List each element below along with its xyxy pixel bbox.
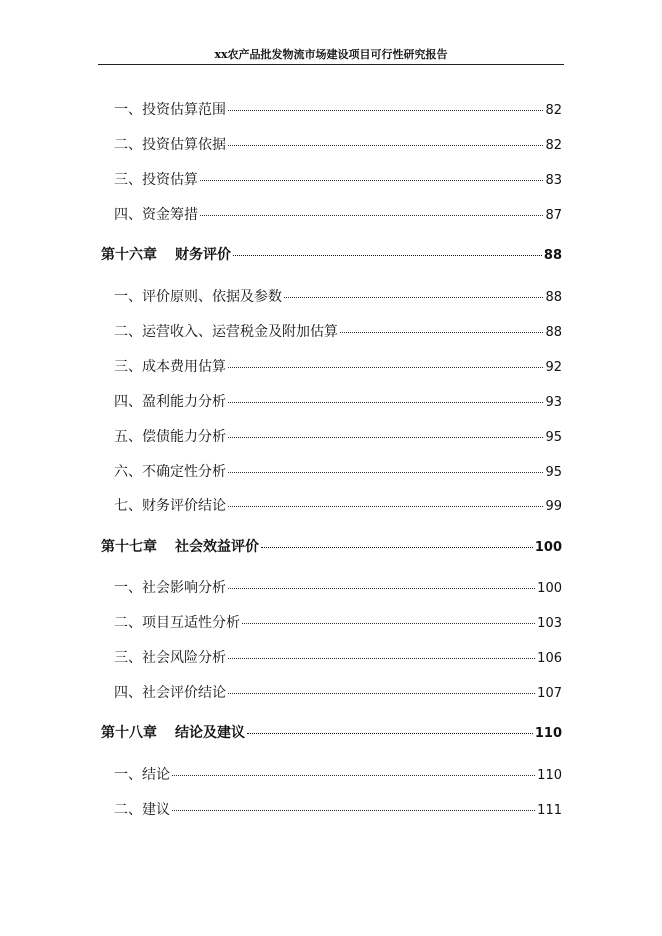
toc-entry-page: 99 [545, 499, 562, 514]
toc-entry-page: 88 [545, 290, 562, 305]
toc-section-entry[interactable] [114, 800, 562, 820]
toc-entry-number: 二、 [114, 615, 142, 631]
page-header: xx农产品批发物流市场建设项目可行性研究报告 [214, 48, 448, 61]
toc-entry-title: 评价原则、依据及参数 [142, 289, 282, 305]
toc-entry-number: 一、 [114, 102, 142, 118]
toc-entry-title: 社会影响分析 [142, 580, 226, 596]
toc-entry-page: 92 [545, 360, 562, 375]
toc-section-entry[interactable] [114, 322, 562, 342]
toc-chapter-entry[interactable] [101, 245, 562, 265]
toc-section-entry[interactable] [114, 392, 562, 412]
toc-chapter-entry[interactable] [101, 537, 562, 557]
toc-entry-number: 第十八章 [101, 725, 157, 741]
toc-entry-title: 偿债能力分析 [142, 429, 226, 445]
dot-leader [228, 437, 543, 438]
toc-entry-number: 三、 [114, 359, 142, 375]
toc-entry-page: 95 [545, 465, 562, 480]
dot-leader [284, 297, 543, 298]
dot-leader [228, 588, 535, 589]
toc-section-entry[interactable] [114, 765, 562, 785]
toc-entry-number: 二、 [114, 137, 142, 153]
toc-entry-page: 87 [545, 208, 562, 223]
toc-section-entry[interactable] [114, 578, 562, 598]
dot-leader [172, 775, 535, 776]
toc-section-entry[interactable] [114, 427, 562, 447]
toc-entry-page: 93 [545, 395, 562, 410]
toc-entry-page: 103 [537, 616, 562, 631]
toc-entry-number: 四、 [114, 394, 142, 410]
toc-section-entry[interactable] [114, 170, 562, 190]
toc-section-entry[interactable] [114, 648, 562, 668]
header-rule [98, 64, 564, 65]
toc-entry-title: 社会效益评价 [175, 539, 259, 555]
dot-leader [228, 472, 543, 473]
toc-entry-title: 投资估算范围 [142, 102, 226, 118]
dot-leader [172, 810, 535, 811]
toc-entry-number: 一、 [114, 580, 142, 596]
toc-entry-number: 六、 [114, 464, 142, 480]
toc-section-entry[interactable] [114, 287, 562, 307]
toc-entry-page: 106 [537, 651, 562, 666]
toc-entry-title: 社会风险分析 [142, 650, 226, 666]
toc-entry-number: 二、 [114, 324, 142, 340]
toc-entry-page: 100 [534, 540, 562, 555]
toc-section-entry[interactable] [114, 357, 562, 377]
toc-entry-number: 二、 [114, 802, 142, 818]
toc-entry-page: 107 [537, 686, 562, 701]
dot-leader [228, 506, 543, 507]
toc-entry-title: 资金筹措 [142, 207, 198, 223]
toc-entry-number: 五、 [114, 429, 142, 445]
toc-section-entry[interactable] [114, 613, 562, 633]
toc-entry-number: 第十七章 [101, 539, 157, 555]
toc-entry-number: 三、 [114, 650, 142, 666]
toc-entry-number: 第十六章 [101, 247, 157, 263]
toc-entry-title: 盈利能力分析 [142, 394, 226, 410]
toc-entry-page: 82 [545, 103, 562, 118]
dot-leader [228, 367, 543, 368]
toc-entry-number: 一、 [114, 289, 142, 305]
toc-entry-title: 不确定性分析 [142, 464, 226, 480]
toc-entry-title: 结论 [142, 767, 170, 783]
toc-entry-title: 运营收入、运营税金及附加估算 [142, 324, 338, 340]
toc-entry-title: 结论及建议 [175, 725, 245, 741]
toc-entry-number: 七、 [114, 498, 142, 514]
toc-entry-page: 88 [543, 248, 562, 263]
toc-section-entry[interactable] [114, 205, 562, 225]
toc-entry-number: 一、 [114, 767, 142, 783]
toc-entry-page: 82 [545, 138, 562, 153]
dot-leader [247, 733, 533, 734]
dot-leader [228, 145, 543, 146]
toc-entry-title: 投资估算 [142, 172, 198, 188]
toc-entry-number: 四、 [114, 685, 142, 701]
toc-section-entry[interactable] [114, 683, 562, 703]
dot-leader [200, 180, 543, 181]
toc-entry-page: 83 [545, 173, 562, 188]
toc-entry-page: 88 [545, 325, 562, 340]
dot-leader [261, 547, 533, 548]
toc-entry-number: 三、 [114, 172, 142, 188]
dot-leader [242, 623, 535, 624]
toc-entry-title: 财务评价 [175, 247, 231, 263]
toc-section-entry[interactable] [114, 462, 562, 482]
dot-leader [200, 215, 543, 216]
toc-section-entry[interactable] [114, 496, 562, 516]
dot-leader [228, 693, 535, 694]
toc-entry-page: 110 [537, 768, 562, 783]
toc-entry-title: 财务评价结论 [142, 498, 226, 514]
toc-entry-page: 110 [534, 726, 562, 741]
toc-entry-page: 111 [537, 803, 562, 818]
toc-entry-title: 成本费用估算 [142, 359, 226, 375]
dot-leader [340, 332, 543, 333]
toc-entry-page: 95 [545, 430, 562, 445]
toc-entry-title: 投资估算依据 [142, 137, 226, 153]
toc-entry-number: 四、 [114, 207, 142, 223]
toc-entry-title: 建议 [142, 802, 170, 818]
toc-entry-title: 社会评价结论 [142, 685, 226, 701]
toc-section-entry[interactable] [114, 100, 562, 120]
dot-leader [228, 110, 543, 111]
toc-entry-title: 项目互适性分析 [142, 615, 240, 631]
toc-entry-page: 100 [537, 581, 562, 596]
dot-leader [228, 402, 543, 403]
toc-chapter-entry[interactable] [101, 723, 562, 743]
dot-leader [228, 658, 535, 659]
toc-section-entry[interactable] [114, 135, 562, 155]
dot-leader [233, 255, 542, 256]
